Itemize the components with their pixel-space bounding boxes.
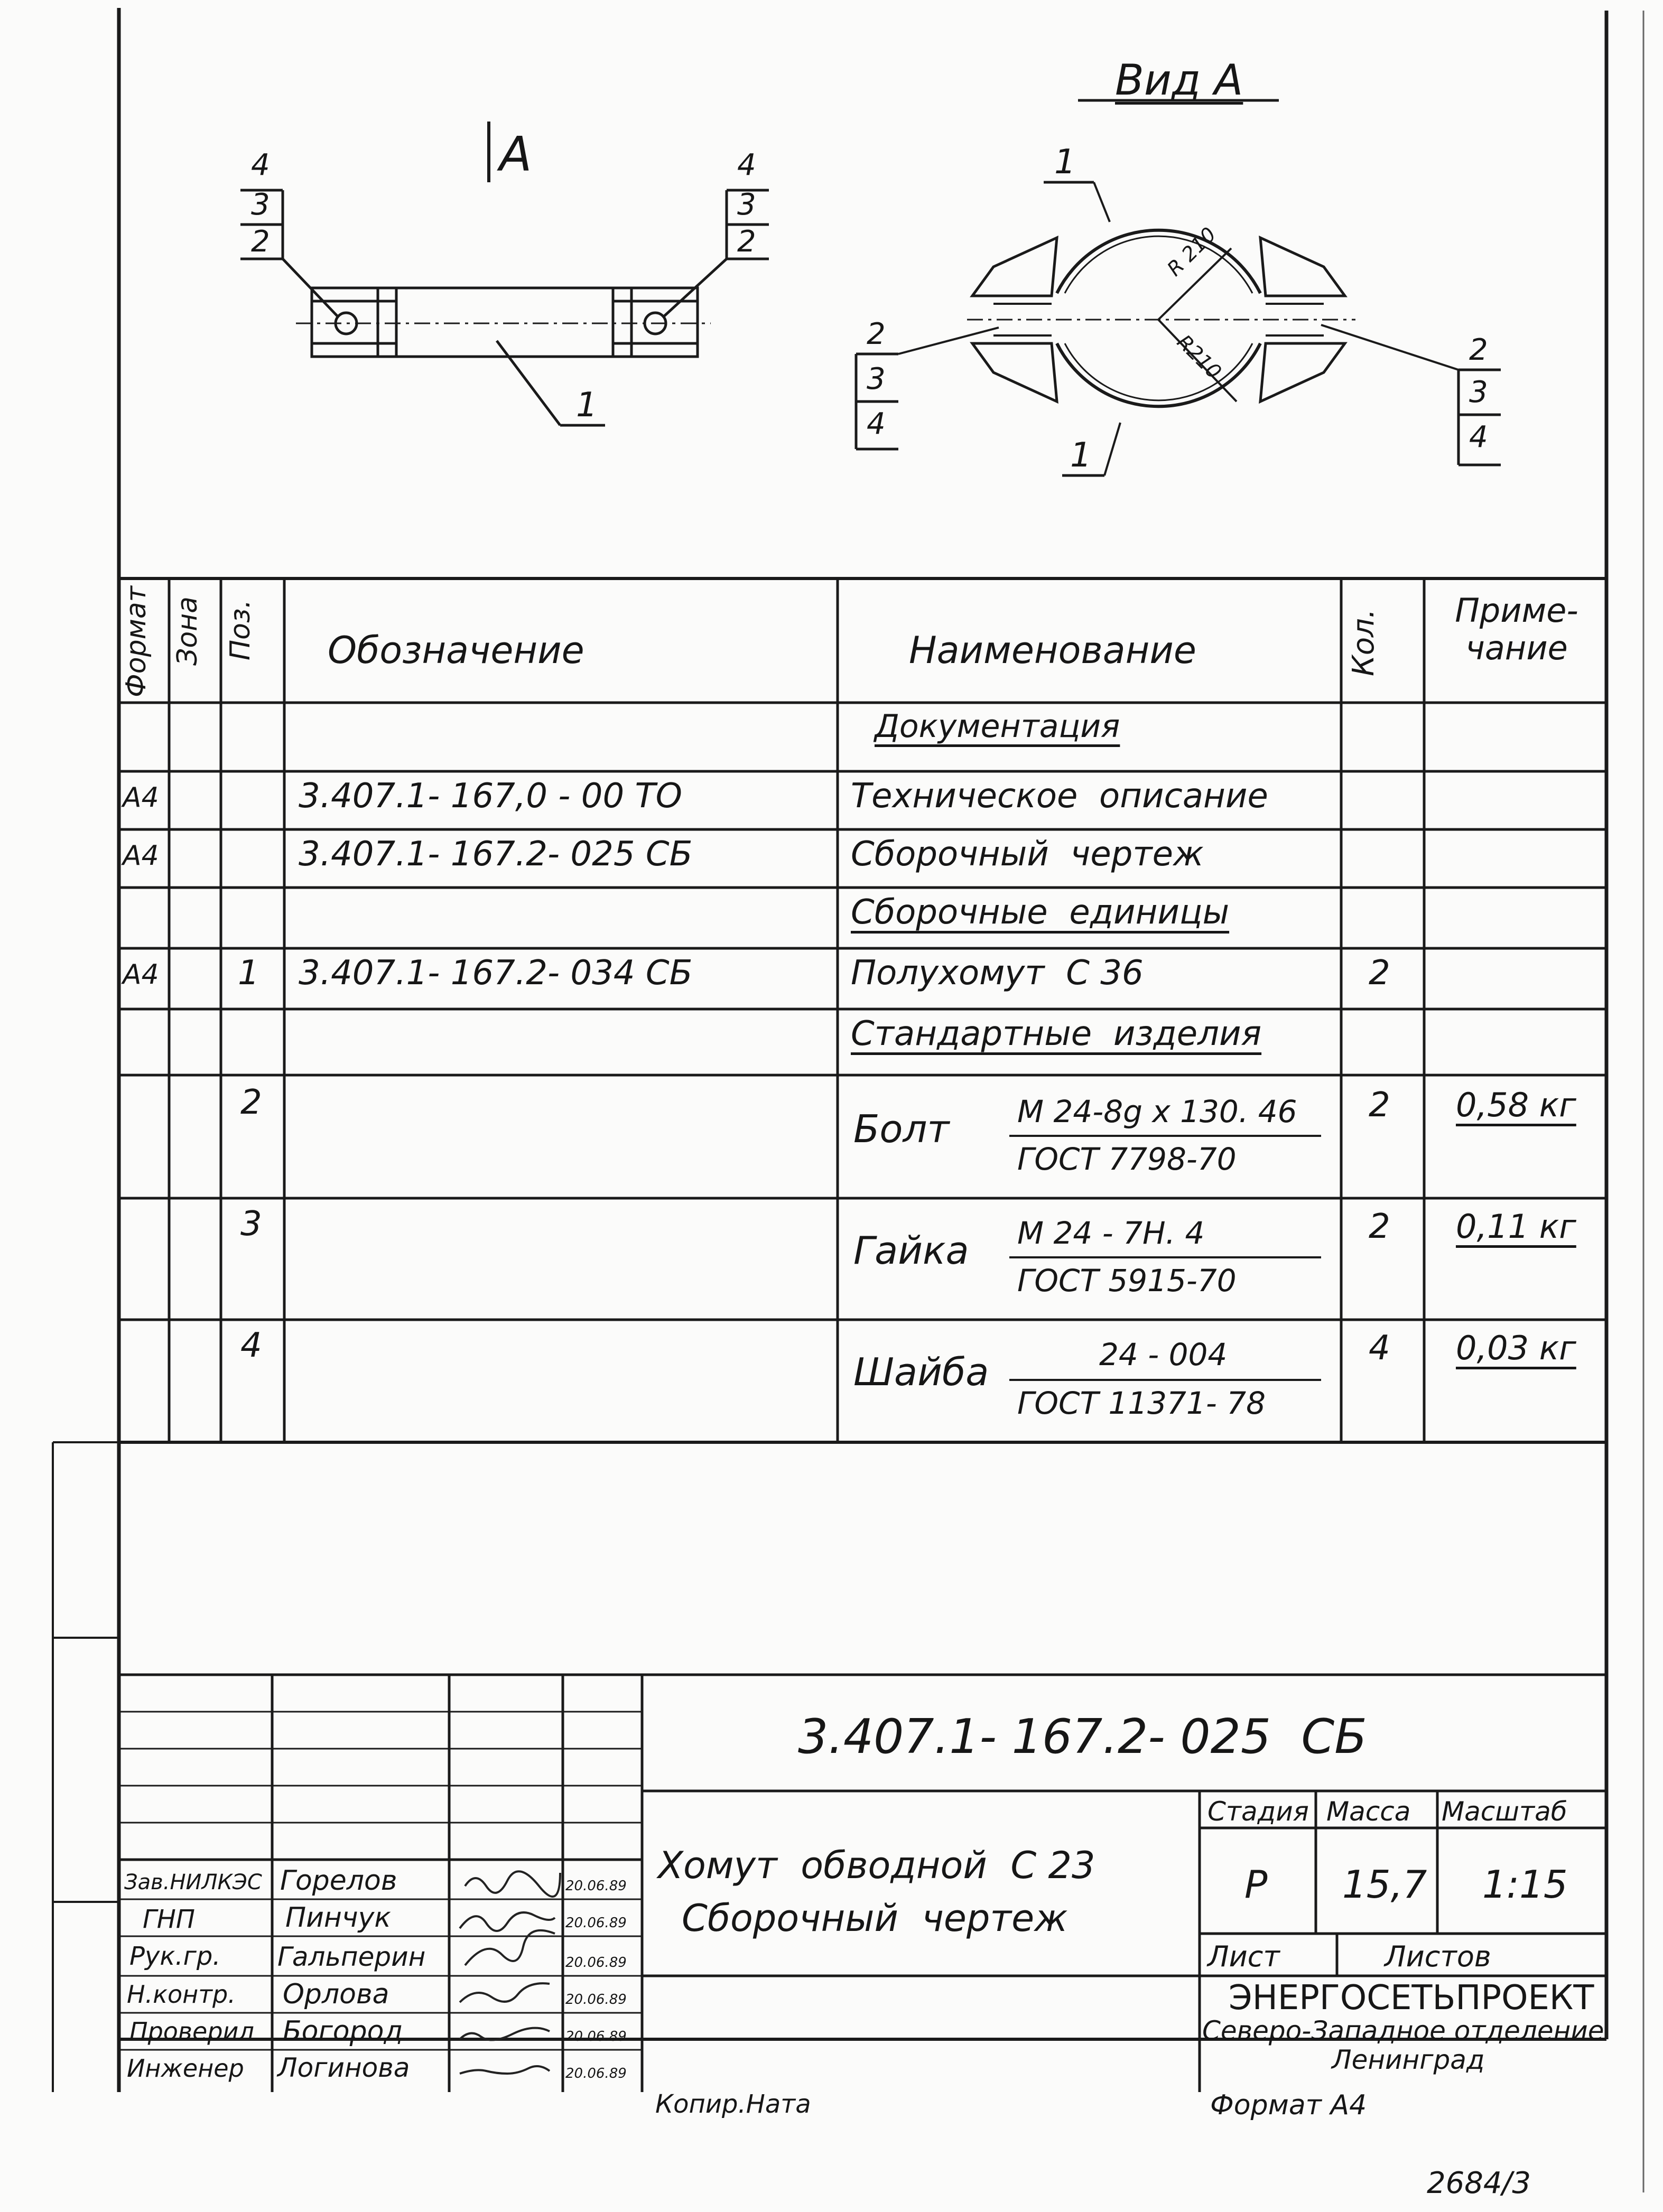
sig-date-4: 20.06.89 (565, 1992, 627, 2008)
mass-value: 15,7 (1342, 1862, 1427, 1907)
sig-name-5: Богород (283, 2015, 403, 2047)
title-line2: Сборочный чертеж (682, 1897, 1068, 1940)
footer-copied: Копир.Ната (655, 2089, 811, 2119)
sig-name-3: Гальперин (277, 1942, 426, 1972)
sig-name-2: Пинчук (285, 1902, 391, 1934)
row1-designation: 3.407.1- 167,0 - 00 ТО (299, 777, 682, 816)
header-note: Приме- чание (1455, 591, 1578, 668)
view-right-callout-2: 2 (1469, 333, 1488, 367)
sig-date-6: 20.06.89 (565, 2066, 627, 2082)
part-1-label-top: 1 (1054, 143, 1076, 182)
header-name: Наименование (909, 629, 1196, 672)
sig-name-4: Орлова (283, 1978, 389, 2010)
sig-role-6: Инженер (127, 2054, 244, 2083)
sig-name-6: Логинова (277, 2052, 410, 2083)
item-bolt-name: Болт (853, 1107, 950, 1151)
part-1-label-left-view: 1 (576, 386, 598, 425)
sig-date-5: 20.06.89 (565, 2029, 627, 2045)
sheets-label: Листов (1385, 1940, 1491, 1973)
row4-pos: 1 (238, 954, 259, 993)
view-a-label: Вид А (1115, 55, 1243, 105)
view-right-callout-3: 3 (1469, 375, 1488, 409)
row2-name: Сборочный чертеж (851, 835, 1204, 874)
header-designation: Обозначение (328, 629, 584, 672)
sheet-label: Лист (1207, 1940, 1280, 1973)
sig-date-2: 20.06.89 (565, 1915, 627, 1931)
row4-qty: 2 (1369, 954, 1390, 993)
right-callout-2: 2 (737, 225, 756, 259)
title-line1: Хомут обводной С 23 (658, 1844, 1095, 1887)
item-nut-gost: ГОСТ 5915-70 (1017, 1263, 1237, 1299)
row4-format: А4 (123, 959, 159, 991)
item-bolt-pos: 2 (240, 1083, 262, 1122)
row4-designation: 3.407.1- 167.2- 034 СБ (299, 954, 693, 993)
title-doc-number: 3.407.1- 167.2- 025 СБ (798, 1709, 1367, 1765)
item-nut-pos: 3 (240, 1205, 262, 1244)
stage-value: Р (1244, 1862, 1268, 1907)
item-nut-name: Гайка (853, 1228, 969, 1273)
section-documentation: Документация (875, 708, 1120, 745)
item-washer-name: Шайба (853, 1350, 989, 1394)
item-nut-spec: М 24 - 7Н. 4 (1017, 1215, 1205, 1251)
item-washer-pos: 4 (240, 1326, 262, 1365)
scale-value: 1:15 (1482, 1862, 1568, 1907)
item-nut-qty: 2 (1369, 1207, 1390, 1246)
item-bolt-qty: 2 (1369, 1086, 1390, 1125)
item-bolt-gost: ГОСТ 7798-70 (1017, 1141, 1237, 1177)
org-city: Ленинград (1332, 2045, 1485, 2075)
left-callout-4: 4 (251, 148, 270, 182)
sig-role-1: Зав.НИЛКЭС (124, 1870, 262, 1894)
scale-label: Масштаб (1442, 1796, 1567, 1827)
section-standard-items: Стандартные изделия (851, 1014, 1262, 1053)
sig-role-2: ГНП (143, 1905, 195, 1934)
item-washer-gost: ГОСТ 11371- 78 (1017, 1385, 1266, 1421)
sig-role-3: Рук.гр. (129, 1942, 221, 1971)
view-right-callout-4: 4 (1469, 420, 1488, 454)
item-nut-mass: 0,11 кг (1456, 1207, 1576, 1246)
row1-name: Техническое описание (851, 777, 1268, 816)
row1-format: А4 (123, 782, 159, 814)
sig-role-5: Проверил (129, 2017, 254, 2046)
view-left-callout-2: 2 (867, 317, 886, 351)
stage-label: Стадия (1207, 1796, 1309, 1827)
item-washer-mass: 0,03 кг (1456, 1329, 1576, 1367)
right-callout-3: 3 (737, 188, 756, 222)
sig-name-1: Горелов (280, 1865, 397, 1897)
org-name: ЭНЕРГОСЕТЬПРОЕКТ (1229, 1978, 1594, 2018)
view-left-callout-3: 3 (867, 362, 886, 396)
row2-designation: 3.407.1- 167.2- 025 СБ (299, 835, 693, 874)
header-zone: Зона (172, 596, 203, 666)
sig-date-1: 20.06.89 (565, 1878, 627, 1894)
item-bolt-spec: М 24-8g x 130. 46 (1017, 1094, 1297, 1130)
signatures-scribbles (460, 1871, 560, 2074)
left-callout-2: 2 (251, 225, 270, 259)
row2-format: А4 (123, 840, 159, 872)
radius-label-2: R210 (1172, 330, 1226, 384)
right-callout-4: 4 (737, 148, 756, 182)
header-format: Формат (120, 586, 152, 697)
row4-name: Полухомут С 36 (851, 954, 1144, 993)
section-assembly-units: Сборочные единицы (851, 893, 1230, 932)
left-callout-3: 3 (251, 188, 270, 222)
footer-format: Формат А4 (1210, 2089, 1367, 2121)
section-marker: А (499, 127, 532, 182)
mass-label: Масса (1326, 1796, 1411, 1827)
org-branch: Северо-Западное отделение (1202, 2015, 1604, 2046)
item-washer-qty: 4 (1369, 1329, 1390, 1368)
sig-date-3: 20.06.89 (565, 1955, 627, 1971)
footer-sheet-code: 2684/3 (1427, 2166, 1531, 2200)
header-pos: Поз. (225, 599, 256, 660)
item-bolt-mass: 0,58 кг (1456, 1086, 1576, 1124)
part-1-label-bottom: 1 (1070, 436, 1092, 475)
radius-label-1: R 210 (1163, 222, 1221, 281)
item-washer-spec: 24 - 004 (1099, 1337, 1228, 1373)
header-qty: Кол. (1346, 609, 1381, 676)
sig-role-4: Н.контр. (127, 1980, 236, 2009)
view-left-callout-4: 4 (867, 407, 886, 441)
